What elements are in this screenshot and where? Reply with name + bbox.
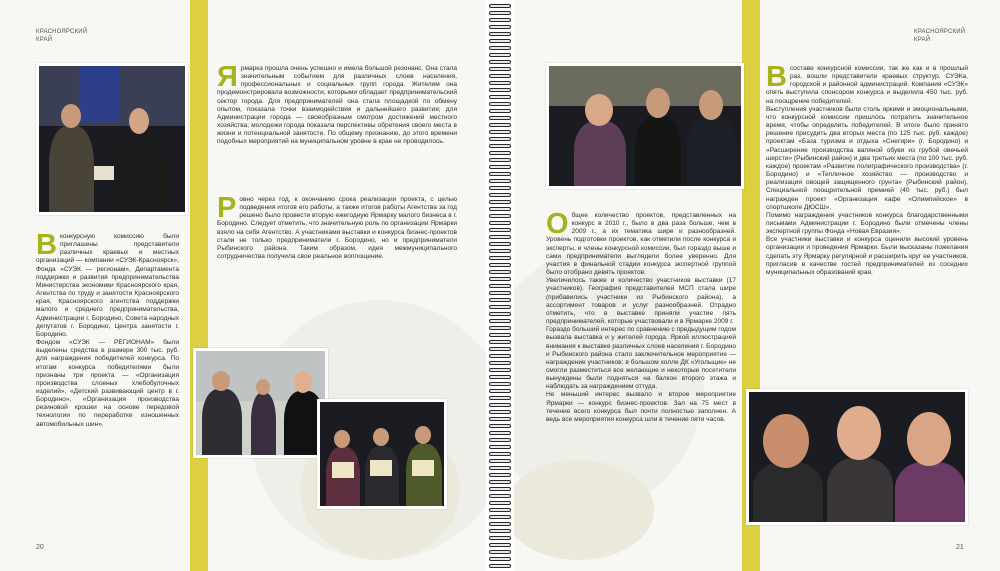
binding-ring: [489, 536, 511, 540]
page-number: 21: [956, 544, 964, 551]
binding-ring: [489, 32, 511, 36]
binding-ring: [489, 172, 511, 176]
paragraph-text: составе конкурсной комиссии, так же как и в прошлый раз, вошли представители краевых структур, СУЭКа, городской и районной администраций. Компания «СУЭК» опять выступила спонсором конкурса и выделила 450 тыс. руб. на поощрение победителей. Выступления участников были столь яркими и эмоциональными, что конкурсной комиссии пришлось потратить значительное время, чтобы определить победителей. В итоге было принято решение присудить два вторых места (по 125 тыс. руб. каждое) проектам «База туризма и отдыха «Снегири» (г. Бородино) и «Расширение производства валяной обуви из грубой овечьей шерсти» (Рыбинский район) и два третьих места (по 100 тыс. руб. каждое) проектам «Развитие полиграфического производства» (г. Бородино) и «Тепличное хозяйство — производство и реализация овощей защищенного грунта» (Рыбинский район). Специальной поощрительной премией (40 тыс. руб.) был награжден проект «Организация кафе «Олимпийское» в спортшколе ДЮСШ». Помимо награждения участников конкурса благодарственными письмами Администрации г. Бородино были отмечены члены экспертной группы Фонда «Новая Евразия». Все участники выставки и конкурса оценили высокий уровень организации и проведения Ярмарки. Были высказаны пожелания сделать эту Ярмарку регулярной и расширить круг ее участников, пригласив в качестве гостей предпринимателей из соседних муниципальных образований края.: [766, 65, 968, 276]
region-label-line2: КРАЙ: [36, 37, 53, 43]
binding-ring: [489, 298, 511, 302]
binding-ring: [489, 361, 511, 365]
paragraph-text: бщее количество проектов, представленных на конкурс в 2010 г., было в два раза больше, чем в 2009 г., а их тематика шире и разнообразней. Уровень подготовки проектов, как отметили после конкурса и эксперты, и члены конкурсной комиссии, был гораздо выше и сами предприниматели выглядели более уверенно. Для участия в финальной стадии конкурса экспертной группой было отобрано девять проектов. Увеличилось также и количество участников выставки (17 участников). География представителей МСП стала шире (прибавились участники из Рыбинского района), а ассортимент товаров и услуг разнообразней. Отрадно отметить, что в выставке приняли участие пять предпринимателей, которые участвовали и в Ярмарке 2009 г. Гораздо больший интерес по сравнению с предыдущим годом вызвала выставка и у жителей города. Яркой иллюстрацией внимания к выставке различных слоев населения г. Бородино и Рыбинского района стало заключительное мероприятие — награждение участников: в большом холле ДК «Угольщик» не смогли разместиться все желающие и некоторые посетители вынуждены были подняться на балкон второго этажа и наблюдать за награждением оттуда. Не меньший интерес вызвало и второе мероприятие Ярмарки — конкурс бизнес-проектов. Зал на 75 мест в течение всего конкурса был почти полностью заполнен. А ведь все мероприятия конкурса шли в течение пяти часов.: [546, 212, 736, 423]
binding-ring: [489, 480, 511, 484]
photo-person-head: [61, 104, 81, 128]
photo-person: [365, 446, 399, 509]
photo-blue-banner: [79, 66, 119, 121]
binding-ring: [489, 326, 511, 330]
binding-ring: [489, 459, 511, 463]
region-label-line1: КРАСНОЯРСКИЙ: [36, 29, 88, 35]
photo-person: [574, 121, 626, 189]
paragraph-text: конкурсную комиссию были приглашены представители различных краевых и местных организаций — компании «СУЭК-Красноярск», Фонда «СУЭК — регионам», Департамента поддержки и развития предпринимательства Министерства экономики Красноярского края, Агентства по труду и занятости Красноярского края, Красноярского агентства поддержки малого и среднего предпринимательства, Администрации г. Бородино, Совета народных депутатов г. Бородино, Центра занятости г. Бородино. Фондом «СУЭК — РЕГИОНАМ» были выделены средства в размере 300 тыс. руб. для награждения победителей конкурса. По итогам конкурса победителями были признаны три проекта — «Организация производства слоеных хлебобулочных изделий», «Детский развивающий центр в г. Бородино», «Организация производства резиновой крошки на основе передовой технологии по переработке изношенных автомобильных шин».: [36, 233, 179, 428]
binding-ring: [489, 200, 511, 204]
binding-ring: [489, 396, 511, 400]
binding-ring: [489, 347, 511, 351]
binding-ring: [489, 214, 511, 218]
binding-ring: [489, 340, 511, 344]
region-label-line2: КРАЙ: [914, 37, 931, 43]
binding-ring: [489, 515, 511, 519]
binding-ring: [489, 438, 511, 442]
binding-ring: [489, 284, 511, 288]
binding-ring: [489, 487, 511, 491]
photo-person: [251, 393, 276, 458]
binding-ring: [489, 375, 511, 379]
photo-three-women: [746, 389, 968, 525]
binding-ring: [489, 123, 511, 127]
binding-ring: [489, 557, 511, 561]
binding-ring: [489, 564, 511, 568]
binding-ring: [489, 39, 511, 43]
binding-ring: [489, 466, 511, 470]
photo-person-head: [837, 406, 881, 460]
binding-ring: [489, 333, 511, 337]
binding-ring: [489, 4, 511, 8]
yellow-strip: [190, 0, 208, 571]
photo-certificate: [332, 462, 354, 478]
binding-ring: [489, 403, 511, 407]
photo-person-head: [294, 371, 312, 393]
photo-person-head: [415, 426, 431, 444]
page-number: 20: [36, 544, 44, 551]
binding-ring: [489, 312, 511, 316]
photo-person: [827, 458, 893, 525]
binding-ring: [489, 452, 511, 456]
photo-certificate: [412, 460, 434, 476]
binding-ring: [489, 235, 511, 239]
binding-ring: [489, 473, 511, 477]
photo-person-head: [699, 90, 723, 120]
left-page: [0, 0, 486, 571]
binding-ring: [489, 228, 511, 232]
binding-ring: [489, 529, 511, 533]
binding-ring: [489, 319, 511, 323]
binding-ring: [489, 249, 511, 253]
photo-person: [635, 116, 681, 189]
binding-ring: [489, 522, 511, 526]
binding-ring: [489, 53, 511, 57]
dropcap: О: [546, 208, 569, 240]
photo-women-certificates: [317, 399, 447, 509]
binding-ring: [489, 221, 511, 225]
background-swoosh: [514, 460, 654, 560]
binding-ring: [489, 305, 511, 309]
binding-ring: [489, 389, 511, 393]
binding-ring: [489, 25, 511, 29]
binding-ring: [489, 137, 511, 141]
binding-ring: [489, 88, 511, 92]
left-page-column-1: [36, 229, 179, 429]
photo-person-head: [373, 428, 389, 446]
binding-ring: [489, 81, 511, 85]
binding-ring: [489, 109, 511, 113]
photo-person-head: [129, 108, 149, 134]
binding-ring: [489, 60, 511, 64]
photo-person-head: [907, 412, 951, 466]
binding-ring: [489, 144, 511, 148]
photo-person-head: [334, 430, 350, 448]
photo-award-handshake: [36, 63, 188, 215]
right-page: [514, 0, 1000, 571]
region-label: [36, 28, 87, 44]
photo-person: [326, 447, 360, 509]
photo-person: [753, 462, 823, 525]
right-page-column-2: [766, 61, 968, 277]
binding-ring: [489, 46, 511, 50]
binding-ring: [489, 165, 511, 169]
binding-ring: [489, 494, 511, 498]
paragraph-text: рмарка прошла очень успешно и имела большой резонанс. Она стала значительным событием для различных слоев населения, профессиональных и социальных групп города. Жителям она продемонстрировала возможности, которыми обладает предпринимательский сектор города. Для предпринимателей она стала площадкой по обмену опытом, показала точки взаимодействия и дальнейшего развития; для Администрации города — своеобразным смотром достижений местного хозяйства; молодежи города показала перспективы обретения своего места в жизни и потенциальной занятости. По общему признанию, до этого времени подобных мероприятий на муниципальном уровне в крае не проводилось.: [217, 65, 457, 146]
binding-ring: [489, 130, 511, 134]
binding-ring: [489, 242, 511, 246]
binding-ring: [489, 354, 511, 358]
photo-person: [202, 389, 242, 458]
spiral-binding: [486, 0, 514, 571]
binding-ring: [489, 18, 511, 22]
binding-ring: [489, 179, 511, 183]
binding-ring: [489, 445, 511, 449]
region-label-line1: КРАСНОЯРСКИЙ: [914, 29, 966, 35]
dropcap: Р: [217, 192, 237, 224]
photo-person-head: [212, 371, 230, 391]
binding-ring: [489, 11, 511, 15]
binding-ring: [489, 508, 511, 512]
photo-person-head: [646, 88, 670, 118]
binding-ring: [489, 543, 511, 547]
binding-ring: [489, 291, 511, 295]
photo-person: [49, 126, 94, 215]
photo-person: [895, 462, 965, 525]
binding-ring: [489, 424, 511, 428]
photo-audience: [546, 63, 744, 189]
binding-ring: [489, 207, 511, 211]
binding-ring: [489, 382, 511, 386]
photo-person-head: [763, 414, 809, 468]
binding-ring: [489, 151, 511, 155]
binding-ring: [489, 95, 511, 99]
left-page-column-2-block-1: [217, 61, 457, 147]
binding-ring: [489, 368, 511, 372]
binding-ring: [489, 501, 511, 505]
photo-person: [406, 444, 442, 509]
binding-ring: [489, 550, 511, 554]
binding-ring: [489, 270, 511, 274]
paragraph-text: овно через год, к окончанию срока реализации проекта, с целью подведения итогов его работы, а также итогов работы Агентства за год решено было провести вторую ежегодную Ярмарку малого бизнеса в г. Бородино. Следует отметить, что значительную роль по организации Ярмарки взяло на себя Агентство. А участниками выставки и конкурса бизнес-проектов стали не только предприниматели г. Бородино, но и предприниматели Рыбинского района. Таким образом, идея межмуниципального сотрудничества получила свое реальное воплощение.: [217, 196, 457, 261]
photo-award-ceremony: [193, 348, 328, 458]
binding-ring: [489, 158, 511, 162]
dropcap: В: [36, 229, 57, 261]
photo-person-head: [256, 379, 270, 395]
binding-ring: [489, 263, 511, 267]
photo-certificate: [370, 460, 392, 476]
region-label: [914, 28, 965, 44]
right-page-column-1: [546, 208, 736, 424]
binding-ring: [489, 431, 511, 435]
binding-ring: [489, 116, 511, 120]
binding-ring: [489, 410, 511, 414]
photo-certificate: [94, 166, 114, 180]
binding-ring: [489, 193, 511, 197]
binding-ring: [489, 277, 511, 281]
binding-ring: [489, 256, 511, 260]
binding-ring: [489, 186, 511, 190]
photo-person: [687, 116, 737, 189]
photo-person: [114, 134, 169, 215]
dropcap: В: [766, 61, 787, 93]
binding-ring: [489, 74, 511, 78]
binding-ring: [489, 67, 511, 71]
left-page-column-2-block-2: [217, 192, 457, 261]
photo-person-head: [585, 94, 613, 126]
dropcap: Я: [217, 61, 238, 93]
binding-ring: [489, 417, 511, 421]
binding-ring: [489, 102, 511, 106]
